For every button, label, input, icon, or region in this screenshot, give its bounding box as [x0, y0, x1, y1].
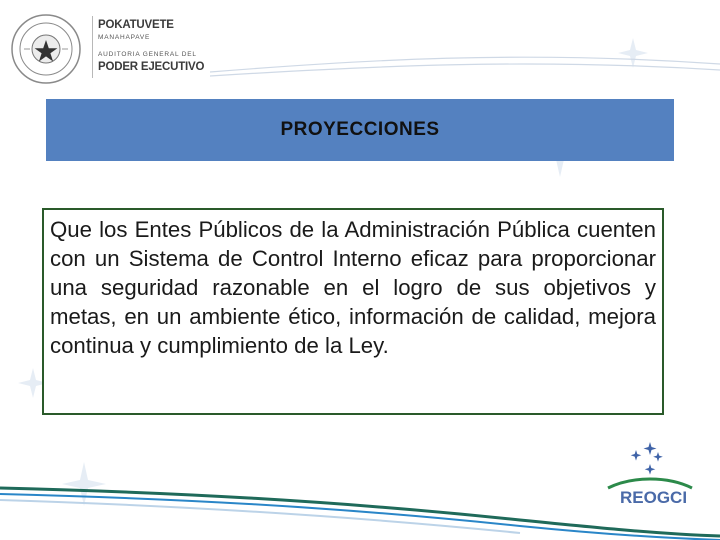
institution-header: [98, 20, 204, 73]
header-divider: [92, 16, 93, 78]
brand-line-2: MANAHAPAVE: [98, 33, 151, 41]
title-banner: [46, 99, 674, 161]
reogci-logo-text: REOGCI: [620, 488, 688, 507]
slide-title: PROYECCIONES: [280, 119, 440, 140]
brand-line-1: POKATUVETE: [98, 19, 174, 31]
brand-line-4: PODER EJECUTIVO: [98, 60, 205, 73]
content-box: [42, 208, 664, 415]
slide-body-text: Que los Entes Públicos de la Administración Pública cuenten con un Sistema de Control Interno eficaz para proporcionar una seguridad razonable en el logro de sus objetivos y metas, en un ambiente ético, información de calidad, mejora continua y cumplimiento de la Ley.: [50, 217, 656, 358]
republic-seal-icon: [10, 13, 82, 85]
brand-line-3: AUDITORIA GENERAL DEL: [98, 51, 197, 58]
